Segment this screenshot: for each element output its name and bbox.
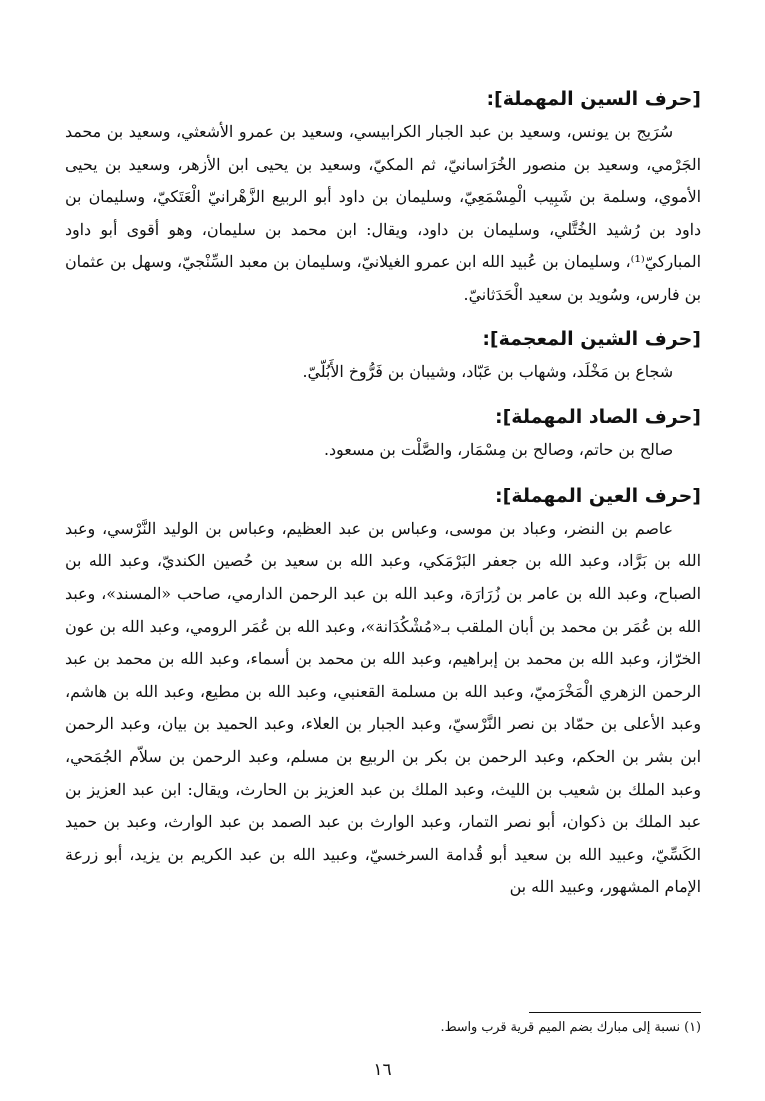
section-heading-ayn: [حرف العين المهملة]: [495,484,701,507]
footnote: (١) نسبة إلى مبارك بضم الميم قرية قرب واسط. [440,1020,701,1035]
section-heading-sad: [حرف الصاد المهملة]: [495,406,701,429]
section-text-shin: شجاع بن مَخْلَد، وشهاب بن عَبّاد، وشيبان بن فَرُّوخ الأَبُلّيّ. [302,361,673,381]
section-text-sad: صالح بن حاتم، وصالح بن مِسْمَار، والصَّلْت بن مسعود. [323,440,673,460]
page-number: ١٦ [373,1060,392,1080]
section-text-sin: سُرَيج بن يونس، وسعيد بن عبد الجبار الكرابيسي، وسعيد بن عمرو الأشعثي، وسعيد بن محمد الجَرْمي، وسعيد بن منصور الخُرَاسانيّ، ثم المكيّ، وسعيد بن يحيى ابن الأزهر، وسعيد بن يحيى الأموي، وسلمة بن شَبِيب الْمِسْمَعِيّ، وسليمان بن داود أبو الربيع الزَّهْرانيّ الْعَتَكيّ، وسليمان بن داود بن رُشيد الخُتَّلي، وسليمان بن داود، ويقال: ابن محمد بن سليمان، وهو أقوى أبو داود المباركيّ⁽¹⁾، وسليمان بن عُبيد الله ابن عمرو الغيلانيّ، وسليمان بن معبد السِّنْجيّ، وسهل بن عثمان بن فارس، وسُويد بن سعيد الْحَدَثانيّ. [65,122,701,304]
section-heading-sin: [حرف السين المهملة]: [486,88,701,110]
page-body [65,82,701,912]
footnote-divider [529,1012,701,1013]
section-text-ayn: عاصم بن النضر، وعباد بن موسى، وعباس بن عبد العظيم، وعباس بن الوليد النَّرْسي، وعبد الله بن بَرَّاد، وعبد الله بن جعفر البَرْمَكي، وعبد الله بن سعيد بن حُصين الكنديّ، وعبد الله بن الصباح، وعبد الله بن عامر بن زُرَارَة، وعبد الله بن عبد الرحمن الدارمي، صاحب «المسند»، وعبد الله بن عُمَر بن محمد بن أبان الملقب بـ«مُشْكُدَانة»، وعبد الله بن عُمَر الرومي، وعبد الله بن عون الخرّاز، وعبد الله بن محمد بن إبراهيم، وعبد الله بن محمد بن أسماء، وعبد الله بن محمد بن عبد الرحمن الزهري الْمَخْرَميّ، وعبد الله بن مسلمة القعنبي، وعبد الله بن مطيع، وعبد الله بن هاشم، وعبد الأعلى بن حمّاد بن نصر النَّرْسيّ، وعبد الجبار بن العلاء، وعبد الحميد بن بيان، وعبد الرحمن ابن بشر بن الحكم، وعبد الرحمن بن بكر بن الربيع بن مسلم، وعبد الرحمن بن سلاّم الجُمَحي، وعبد الملك بن شعيب بن الليث، وعبد الملك بن عبد العزيز بن الحارث، ويقال: ابن عبد العزيز بن عبد الملك بن ذكوان، أبو نصر التمار، وعبد الوارث بن عبد الصمد بن عبد الوارث، وعبد بن حميد الكَسِّيّ، وعبيد الله بن سعيد أبو قُدامة السرخسيّ، وعبيد الله بن عبد الكريم بن يزيد، أبو زرعة الإمام المشهور، وعبيد الله بن [65,518,701,897]
section-heading-shin: [حرف الشين المعجمة]: [482,327,701,350]
